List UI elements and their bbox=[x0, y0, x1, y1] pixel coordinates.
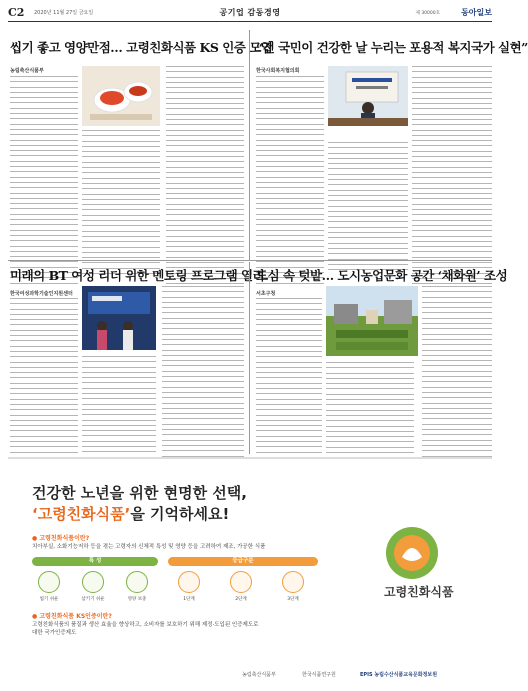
ad-question-2: ● 고령친화식품 KS인증이란? bbox=[32, 613, 112, 620]
ad-headline-line1: 건강한 노년을 위한 현명한 선택, bbox=[32, 484, 247, 502]
nutrition-icon bbox=[126, 571, 148, 593]
article1-text-col2 bbox=[82, 130, 160, 256]
publication-date: 2020년 11월 27일 금요일 bbox=[34, 10, 94, 16]
article3-headline: 미래의 BT 여성 리더 위한 멘토링 프로그램 열려 bbox=[10, 268, 265, 283]
article2-text-col2 bbox=[328, 142, 408, 256]
article2-text-col3 bbox=[412, 66, 492, 256]
ad-footer-agency: 한국식품연구원 bbox=[302, 672, 336, 678]
ks-mark-icon bbox=[384, 525, 440, 581]
ad-question-1-desc: 치아부실, 소화기능저하 등을 겪는 고령자의 신체적 특성 및 영양 등을 고려하여 제조, 가공한 식품 bbox=[32, 544, 266, 550]
grade-2-icon bbox=[230, 571, 252, 593]
article4-garden-photo bbox=[326, 286, 418, 356]
ad-headline-rest: 을 기억하세요! bbox=[130, 505, 230, 523]
icon-label-grade2: 2단계 bbox=[235, 597, 247, 602]
ad-headline-line2 bbox=[32, 504, 247, 525]
article3-text-col3 bbox=[162, 286, 244, 450]
ad-question-1: ● 고령친화식품이란? bbox=[32, 535, 90, 542]
row-divider bbox=[8, 260, 492, 261]
ad-logo-text: 고령친화식품 bbox=[384, 585, 454, 599]
issue-number: 제 30000호 bbox=[415, 11, 440, 16]
icon-label-swallow: 삼키기 쉬운 bbox=[81, 597, 105, 602]
ad-headline bbox=[32, 483, 247, 525]
article1-byline: 농림축산식품부 bbox=[10, 68, 44, 74]
article3-text-col2 bbox=[82, 356, 156, 450]
icon-label-nutrition: 영양 보충 bbox=[127, 597, 147, 602]
article4-headline: 도심 속 텃밭… 도시농업문화 공간 ‘채화원’ 조성 bbox=[256, 268, 508, 283]
swallow-easy-icon bbox=[82, 571, 104, 593]
pill-grade: 등급구분 bbox=[168, 557, 318, 566]
article2-text-col1 bbox=[256, 76, 324, 256]
page-header bbox=[8, 6, 492, 22]
chew-easy-icon bbox=[38, 571, 60, 593]
icon-label-chew: 씹기 쉬운 bbox=[39, 597, 59, 602]
article2-event-photo bbox=[328, 66, 408, 126]
icon-label-grade3: 3단계 bbox=[287, 597, 299, 602]
article4-text-col2 bbox=[326, 362, 414, 450]
grade-1-icon bbox=[178, 571, 200, 593]
article2-byline: 한국사회복지협의회 bbox=[256, 68, 300, 74]
icon-label-grade1: 1단계 bbox=[183, 597, 195, 602]
article4-text-col3 bbox=[422, 286, 492, 450]
article1-food-photo bbox=[82, 66, 160, 126]
ad-question-2-desc: 고령친화식품의 품질과 생산 효율을 향상하고, 소비자를 보호하기 위해 제정·도입된 인증제도로 대한 국가인증제도 bbox=[32, 622, 259, 636]
grade-3-icon bbox=[282, 571, 304, 593]
newspaper-logo: 동아일보 bbox=[461, 7, 492, 17]
page-number: C2 bbox=[8, 6, 25, 19]
article4-byline: 서초구청 bbox=[256, 291, 276, 297]
article1-text-col3 bbox=[166, 66, 244, 256]
section-title: 공기업 감동경영 bbox=[219, 8, 281, 17]
article3-byline: 한국여성과학기술인지원센터 bbox=[10, 291, 73, 297]
article2-headline: “전 국민이 건강한 날 누리는 포용적 복지국가 실현” bbox=[256, 40, 528, 55]
advertisement bbox=[8, 457, 492, 683]
article4-text-col1 bbox=[256, 298, 322, 450]
ad-footer-epis: EPIS 농림수산식품교육문화정보원 bbox=[360, 672, 438, 678]
ad-headline-quote: ‘고령친화식품’ bbox=[32, 505, 131, 523]
article1-headline: 씹기 좋고 영양만점… 고령친화식품 KS 인증 도입 bbox=[10, 40, 273, 55]
article1-text-col1 bbox=[10, 76, 78, 256]
ad-footer-ministry: 농림축산식품부 bbox=[242, 672, 276, 678]
column-divider bbox=[249, 30, 250, 260]
pill-feature: 특 성 bbox=[32, 557, 158, 566]
column-divider bbox=[249, 262, 250, 454]
article3-text-col1 bbox=[10, 298, 78, 450]
article3-event-photo bbox=[82, 286, 156, 350]
